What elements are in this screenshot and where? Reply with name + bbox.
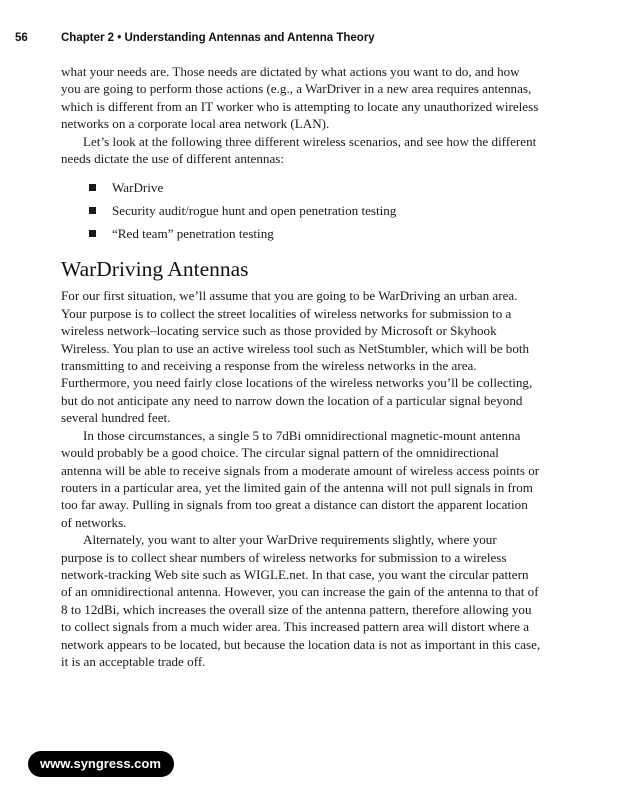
page-number: 56 (15, 32, 28, 44)
scenarios-paragraph: Let’s look at the following three different wireless scenarios, and see how the different needs dictate the use of different antennas: (61, 133, 537, 167)
section-heading: WarDriving Antennas (61, 257, 249, 282)
body-paragraph: Alternately, you want to alter your WarDrive requirements slightly, where your purpose is to collect shear numbers of wireless networks for submission to a wireless network-tracking Web site such as WIGLE.net. In that case, you want the circular pattern of an omnidirectional antenna. However, you can increase the gain of the antenna to that of 8 to 12dBi, which increases the overall size of the antenna pattern, therefore allowing you to collect signals from a much wider area. This increased pattern area will distort where a network appears to be located, but because the location data is not as important in this case, it is an acceptable trade off. (61, 532, 541, 669)
page-body (61, 63, 541, 670)
intro-paragraph: what your needs are. Those needs are dictated by what actions you want to do, and how you are going to perform those actions (e.g., a WarDriver in a new area requires antennas, which is different from an IT worker who is attempting to locate any unauthorized wireless networks on a corporate local area network (LAN). (61, 64, 539, 132)
body-paragraph: For our first situation, we’ll assume that you are going to be WarDriving an urban area. Your purpose is to collect the street localities of wireless networks for submission to a wireless network–locating service such as those provided by Microsoft or Skyhook Wireless. You plan to use an active wireless tool such as NetStumbler, which will be both transmitting to and receiving a response from the wireless networks in the area. Furthermore, you need fairly close locations of the wireless networks you’ll be collecting, but do not anticipate any need to narrow down the location of a particular signal beyond several hundred feet. (61, 288, 533, 426)
list-item: “Red team” penetration testing (89, 222, 541, 245)
publisher-url-badge[interactable]: www.syngress.com (28, 751, 174, 777)
running-header (15, 32, 375, 44)
scenario-list (61, 176, 541, 245)
list-item: WarDrive (89, 176, 541, 199)
running-title: Chapter 2 • Understanding Antennas and Antenna Theory (61, 32, 375, 44)
body-paragraph: In those circumstances, a single 5 to 7dBi omnidirectional magnetic-mount antenna would probably be a good choice. The circular signal pattern of the omnidirectional antenna will be able to receive signals from a moderate amount of wireless access points or routers in a particular area, yet the limited gain of the antenna will not pull signals in from too far away. Pulling in signals from too great a distance can distort the apparent location of networks. (61, 427, 540, 530)
list-item: Security audit/rogue hunt and open penetration testing (89, 199, 541, 222)
